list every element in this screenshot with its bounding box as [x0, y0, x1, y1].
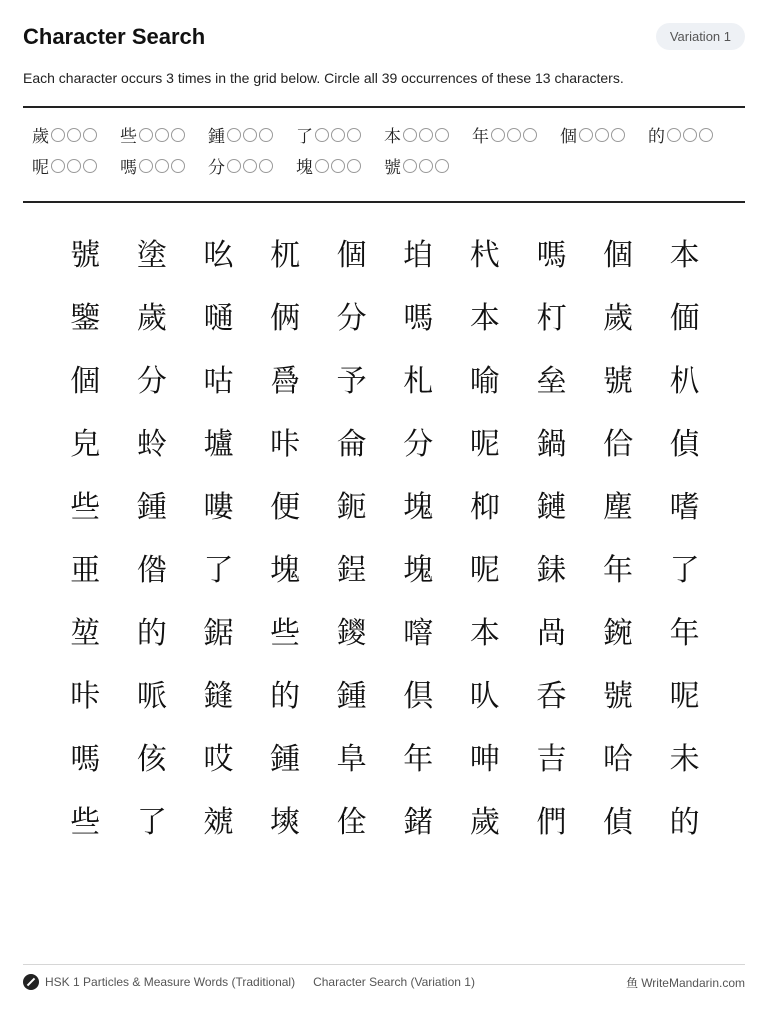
grid-cell[interactable]: 些 — [70, 489, 101, 525]
answer-circle[interactable] — [83, 159, 97, 173]
grid-cell[interactable]: 垒 — [536, 363, 567, 399]
grid-cell[interactable]: 呻 — [469, 741, 500, 777]
grid-cell[interactable]: 塊 — [403, 489, 434, 525]
footer-course: HSK 1 Particles & Measure Words (Traditional) — [45, 975, 296, 989]
grid-cell[interactable]: 鋸 — [203, 615, 234, 651]
answer-circles — [579, 128, 627, 142]
footer-brand: WriteMandarin.com — [641, 975, 745, 990]
variation-badge: Variation 1 — [656, 23, 745, 50]
answer-circle[interactable] — [331, 159, 345, 173]
grid-cell[interactable]: 杙 — [469, 237, 500, 273]
answer-circles — [667, 128, 715, 142]
grid-cell[interactable]: 未 — [669, 741, 700, 777]
grid-cell[interactable]: 鑁 — [336, 615, 367, 651]
answer-circles — [227, 159, 275, 173]
answer-circle[interactable] — [227, 159, 241, 173]
footer-worksheet: Character Search (Variation 1) — [313, 975, 475, 989]
answer-circle[interactable] — [51, 159, 65, 173]
target-char: 呢 — [32, 158, 49, 178]
target-item — [32, 124, 120, 145]
answer-circle[interactable] — [699, 128, 713, 142]
grid-cell[interactable]: 偵 — [603, 804, 634, 840]
target-item — [296, 155, 384, 176]
grid-cell[interactable]: 嗎 — [403, 300, 434, 336]
grid-cell[interactable]: 塊 — [270, 552, 301, 588]
grid-cell[interactable]: 鑒 — [70, 300, 101, 336]
pencil-icon — [23, 974, 39, 990]
target-item — [208, 155, 296, 176]
grid-cell[interactable]: 個 — [603, 237, 634, 273]
grid-cell[interactable]: 喻 — [469, 363, 500, 399]
answer-circle[interactable] — [259, 128, 273, 142]
answer-circle[interactable] — [347, 159, 361, 173]
target-item — [120, 155, 208, 176]
answer-circle[interactable] — [243, 128, 257, 142]
answer-circle[interactable] — [139, 128, 153, 142]
grid-cell[interactable]: 了 — [669, 552, 700, 588]
grid-cell[interactable]: 的 — [669, 804, 700, 840]
answer-circle[interactable] — [83, 128, 97, 142]
answer-circle[interactable] — [683, 128, 697, 142]
grid-cell[interactable]: 銇 — [536, 552, 567, 588]
grid-cell[interactable]: 塗 — [136, 237, 167, 273]
grid-cell[interactable]: 分 — [336, 300, 367, 336]
character-grid — [52, 220, 718, 850]
grid-cell[interactable]: 杌 — [270, 237, 301, 273]
grid-cell[interactable]: 朾 — [536, 300, 567, 336]
grid-cell[interactable]: 塵 — [603, 489, 634, 525]
answer-circle[interactable] — [243, 159, 257, 173]
grid-cell[interactable]: 號 — [70, 237, 101, 273]
target-char: 嗎 — [120, 158, 137, 178]
target-char: 鍾 — [208, 127, 225, 147]
grid-cell[interactable]: 嘍 — [203, 489, 234, 525]
grid-cell[interactable]: 嗎 — [70, 741, 101, 777]
answer-circle[interactable] — [403, 159, 417, 173]
answer-circle[interactable] — [315, 159, 329, 173]
grid-cell[interactable]: 了 — [136, 804, 167, 840]
brand-icon: 鱼 — [626, 976, 639, 990]
grid-cell[interactable]: 了 — [203, 552, 234, 588]
grid-cell[interactable]: 個 — [70, 363, 101, 399]
grid-cell[interactable]: 鋥 — [336, 552, 367, 588]
grid-cell[interactable]: 個 — [336, 237, 367, 273]
grid-cell[interactable]: 呢 — [469, 552, 500, 588]
answer-circles — [315, 159, 363, 173]
answer-circle[interactable] — [507, 128, 521, 142]
grid-cell[interactable]: 侅 — [136, 741, 167, 777]
answer-circle[interactable] — [155, 128, 169, 142]
answer-circle[interactable] — [139, 159, 153, 173]
grid-cell[interactable]: 偭 — [669, 300, 700, 336]
answer-circle[interactable] — [171, 159, 185, 173]
grid-cell[interactable]: 歲 — [469, 804, 500, 840]
target-char: 分 — [208, 158, 225, 178]
target-item — [472, 124, 560, 145]
answer-circles — [51, 159, 99, 173]
grid-cell[interactable]: 分 — [136, 363, 167, 399]
answer-circle[interactable] — [331, 128, 345, 142]
grid-cell[interactable]: 塽 — [270, 804, 301, 840]
grid-cell[interactable]: 鍋 — [536, 426, 567, 462]
answer-circle[interactable] — [67, 159, 81, 173]
answer-circle[interactable] — [403, 128, 417, 142]
grid-cell[interactable]: 阜 — [336, 741, 367, 777]
grid-cell[interactable]: 塊 — [403, 552, 434, 588]
answer-circle[interactable] — [523, 128, 537, 142]
grid-cell[interactable]: 噕 — [270, 363, 301, 399]
grid-cell[interactable]: 鏠 — [203, 678, 234, 714]
grid-cell[interactable]: 鍾 — [136, 489, 167, 525]
answer-circle[interactable] — [51, 128, 65, 142]
answer-circle[interactable] — [611, 128, 625, 142]
footer-divider — [23, 964, 745, 965]
grid-cell[interactable]: 佮 — [603, 426, 634, 462]
answer-circle[interactable] — [227, 128, 241, 142]
grid-cell[interactable]: 年 — [669, 615, 700, 651]
grid-cell[interactable]: 咔 — [70, 678, 101, 714]
answer-circle[interactable] — [419, 159, 433, 173]
target-char: 的 — [648, 127, 665, 147]
grid-cell[interactable]: 嗜 — [669, 489, 700, 525]
grid-cell[interactable]: 些 — [270, 615, 301, 651]
target-item — [296, 124, 384, 145]
grid-cell[interactable]: 偺 — [136, 552, 167, 588]
answer-circle[interactable] — [595, 128, 609, 142]
page-title: Character Search — [23, 24, 206, 49]
target-char: 了 — [296, 127, 313, 147]
answer-circles — [227, 128, 275, 142]
grid-cell[interactable]: 分 — [403, 426, 434, 462]
target-item — [32, 155, 120, 176]
target-item — [120, 124, 208, 145]
grid-cell[interactable]: 俩 — [270, 300, 301, 336]
grid-cell[interactable]: 歲 — [603, 300, 634, 336]
divider-bottom — [23, 201, 745, 203]
grid-cell[interactable]: 朳 — [669, 363, 700, 399]
instructions: Each character occurs 3 times in the grid below. Circle all 39 occurrences of these 13 characters. — [23, 70, 624, 86]
grid-cell[interactable]: 垍 — [403, 237, 434, 273]
grid-cell[interactable]: 年 — [603, 552, 634, 588]
answer-circle[interactable] — [347, 128, 361, 142]
grid-cell[interactable]: 噾 — [403, 615, 434, 651]
answer-circles — [315, 128, 363, 142]
grid-cell[interactable]: 偵 — [669, 426, 700, 462]
divider-top — [23, 106, 745, 108]
grid-cell[interactable]: 嗵 — [203, 300, 234, 336]
answer-circle[interactable] — [667, 128, 681, 142]
grid-cell[interactable]: 呢 — [669, 678, 700, 714]
grid-cell[interactable]: 嗎 — [536, 237, 567, 273]
grid-cell[interactable]: 侖 — [336, 426, 367, 462]
grid-cell[interactable]: 號 — [603, 678, 634, 714]
footer — [23, 974, 745, 992]
grid-cell[interactable]: 鈪 — [336, 489, 367, 525]
grid-cell[interactable]: 鏈 — [536, 489, 567, 525]
grid-cell[interactable]: 呑 — [536, 678, 567, 714]
grid-cell[interactable]: 號 — [603, 363, 634, 399]
grid-cell[interactable]: 咕 — [203, 363, 234, 399]
grid-cell[interactable]: 們 — [536, 804, 567, 840]
grid-cell[interactable]: 札 — [403, 363, 434, 399]
grid-cell[interactable]: 哎 — [203, 741, 234, 777]
grid-cell[interactable]: 年 — [403, 741, 434, 777]
target-char: 些 — [120, 127, 137, 147]
answer-circles — [139, 128, 187, 142]
answer-circles — [51, 128, 99, 142]
target-char: 歲 — [32, 127, 49, 147]
answer-circle[interactable] — [155, 159, 169, 173]
answer-circles — [491, 128, 539, 142]
answer-circle[interactable] — [259, 159, 273, 173]
answer-circle[interactable] — [419, 128, 433, 142]
grid-cell[interactable]: 吉 — [536, 741, 567, 777]
grid-cell[interactable]: 倶 — [403, 678, 434, 714]
answer-circle[interactable] — [315, 128, 329, 142]
target-char: 本 — [384, 127, 401, 147]
grid-cell[interactable]: 呢 — [469, 426, 500, 462]
answer-circles — [403, 159, 451, 173]
grid-cell[interactable]: 佺 — [336, 804, 367, 840]
grid-cell[interactable]: 枊 — [469, 489, 500, 525]
grid-cell[interactable]: 吆 — [203, 237, 234, 273]
grid-cell[interactable]: 哈 — [603, 741, 634, 777]
grid-cell[interactable]: 鍾 — [336, 678, 367, 714]
target-item — [208, 124, 296, 145]
target-char: 個 — [560, 127, 577, 147]
grid-cell[interactable]: 鍺 — [403, 804, 434, 840]
grid-cell[interactable]: 亜 — [70, 552, 101, 588]
grid-cell[interactable]: 皃 — [70, 426, 101, 462]
grid-cell[interactable]: 哌 — [136, 678, 167, 714]
grid-cell[interactable]: 蛉 — [136, 426, 167, 462]
answer-circle[interactable] — [579, 128, 593, 142]
target-character-list — [32, 124, 742, 176]
grid-cell[interactable]: 歲 — [136, 300, 167, 336]
answer-circle[interactable] — [435, 128, 449, 142]
grid-cell[interactable]: 咼 — [536, 615, 567, 651]
grid-cell[interactable]: 些 — [70, 804, 101, 840]
target-char: 塊 — [296, 158, 313, 178]
target-item — [384, 124, 472, 145]
grid-cell[interactable]: 的 — [136, 615, 167, 651]
answer-circle[interactable] — [67, 128, 81, 142]
grid-cell[interactable]: 便 — [270, 489, 301, 525]
target-item — [648, 124, 736, 145]
grid-cell[interactable]: 本 — [469, 615, 500, 651]
target-char: 年 — [472, 127, 489, 147]
answer-circles — [139, 159, 187, 173]
answer-circle[interactable] — [491, 128, 505, 142]
target-char: 號 — [384, 158, 401, 178]
answer-circles — [403, 128, 451, 142]
grid-cell[interactable]: 堃 — [70, 615, 101, 651]
grid-cell[interactable]: 予 — [336, 363, 367, 399]
answer-circle[interactable] — [435, 159, 449, 173]
grid-cell[interactable]: 鍾 — [270, 741, 301, 777]
grid-cell[interactable]: 本 — [669, 237, 700, 273]
grid-cell[interactable]: 本 — [469, 300, 500, 336]
grid-cell[interactable]: 的 — [270, 678, 301, 714]
answer-circle[interactable] — [171, 128, 185, 142]
grid-cell[interactable]: 虠 — [203, 804, 234, 840]
target-item — [384, 155, 472, 176]
grid-cell[interactable]: 咔 — [270, 426, 301, 462]
grid-cell[interactable]: 鋺 — [603, 615, 634, 651]
grid-cell[interactable]: 壚 — [203, 426, 234, 462]
target-item — [560, 124, 648, 145]
grid-cell[interactable]: 㕥 — [469, 678, 500, 714]
